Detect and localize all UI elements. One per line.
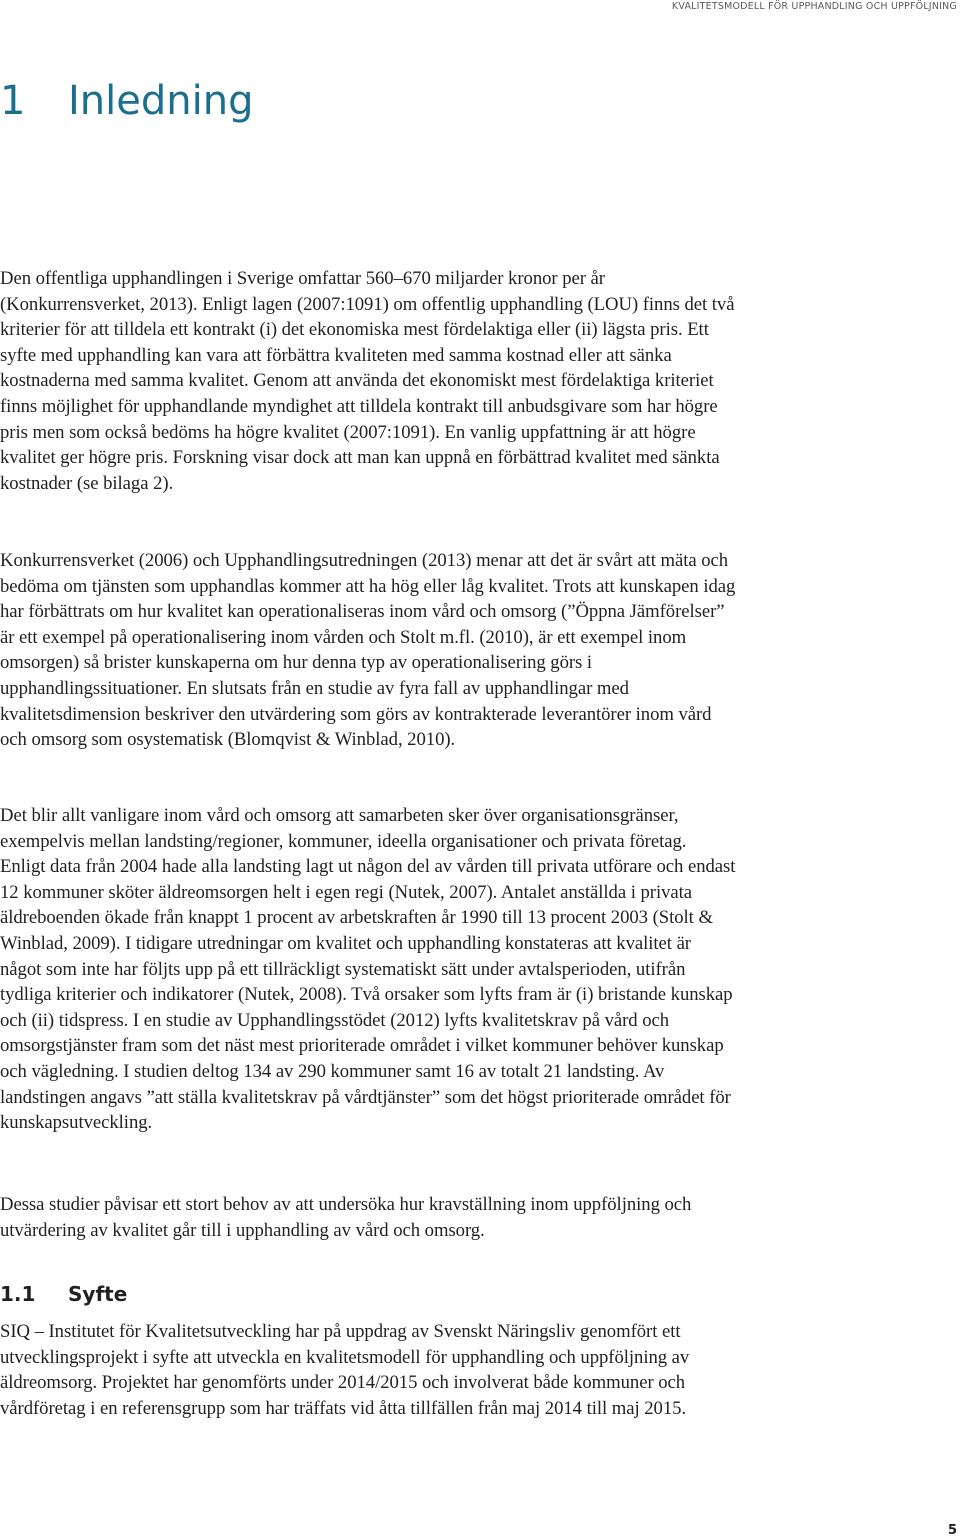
body-paragraph-4: Dessa studier påvisar ett stort behov av att undersöka hur kravställning inom uppföljning och utvärdering av kvalitet går till i upphandling av vård och omsorg. [0, 1194, 692, 1241]
running-header: KVALITETSMODELL FÖR UPPHANDLING OCH UPPFÖLJNING [671, 1, 957, 12]
body-paragraph-3: Det blir allt vanligare inom vård och omsorg att samarbeten sker över organisationsgränser, exempelvis mellan landsting/regioner, kommuner, ideella organisationer och privata företag. Enligt data från 2004 hade alla landsting lagt ut någon del av vården till privata utförare och endast 12 kommuner sköter äldreomsorgen helt i egen regi (Nutek, 2007). Antalet anställda i privata äldreboenden ökade från knappt 1 procent av arbetskraften år 1990 till 13 procent 2003 (Stolt & Winblad, 2009). I tidigare utredningar om kvalitet och upphandling konstateras att kvalitet är något som inte har följts upp på ett tillräckligt systematiskt sätt under avtalsperioden, utifrån tydliga kriterier och indikatorer (Nutek, 2008). Två orsaker som lyfts fram är (i) bristande kunskap och (ii) tidspress. I en studie av Upphandlingsstödet (2012) lyfts kvalitetskrav på vård och omsorgstjänster fram som det näst mest prioriterade området i vilket kommuner behöver kunskap och vägledning. I studien deltog 134 av 290 kommuner samt 16 av totalt 21 landsting. Av landstingen angavs ”att ställa kvalitetskrav på vårdtjänster” som det högst prioriterade området för kunskapsutveckling. [0, 805, 736, 1134]
section-title [0, 1280, 127, 1308]
body-paragraph-2: Konkurrensverket (2006) och Upphandlingsutredningen (2013) menar att det är svårt att mäta och bedöma om tjänsten som upphandlas kommer att ha hög eller låg kvalitet. Trots att kunskapen idag har förbättrats om hur kvalitet kan operationaliseras inom vård och omsorg (”Öppna Jämförelser” är ett exempel på operationalisering inom vården och Stolt m.fl. (2010), är ett exempel inom omsorgen) så brister kunskaperna om hur denna typ av operationalisering görs i upphandlingssituationer. En slutsats från en studie av fyra fall av upphandlingar med kvalitetsdimension beskriver den utvärdering som görs av kontrakterade leverantörer inom vård och omsorg som osystematisk (Blomqvist & Winblad, 2010). [0, 550, 736, 751]
chapter-title [0, 73, 253, 129]
body-paragraph-1: Den offentliga upphandlingen i Sverige omfattar 560–670 miljarder kronor per år (Konkurrensverket, 2013). Enligt lagen (2007:1091) om offentlig upphandling (LOU) finns det två kriterier för att tilldela ett kontrakt (i) det ekonomiska mest fördelaktiga eller (ii) lägsta pris. Ett syfte med upphandling kan vara att förbättra kvaliteten med samma kostnad eller att sänka kostnaderna med samma kvalitet. Genom att använda det ekonomiskt mest fördelaktiga kriteriet finns möjlighet för upphandlande myndighet att tilldela kontrakt till anbudsgivare som har högre pris men som också bedöms ha högre kvalitet (2007:1091). En vanlig uppfattning är att högre kvalitet ger högre pris. Forskning visar dock att man kan uppnå en förbättrad kvalitet med sänkta kostnader (se bilaga 2). [0, 268, 735, 494]
chapter-title-text: Inledning [68, 78, 254, 124]
section-paragraph: SIQ – Institutet för Kvalitetsutveckling har på uppdrag av Svenskt Näringsliv genomfört ett utvecklingsprojekt i syfte att utveckla en kvalitetsmodell för upphandling och uppföljning av äldreomsorg. Projektet har genomförts under 2014/2015 och involverat både kommuner och vårdföretag i en referensgrupp som har träffats vid åtta tillfällen från maj 2014 till maj 2015. [0, 1321, 690, 1419]
section-number: 1.1 [0, 1282, 36, 1306]
section-title-text: Syfte [68, 1282, 128, 1306]
chapter-number: 1 [0, 78, 26, 124]
page-number: 5 [947, 1523, 957, 1538]
